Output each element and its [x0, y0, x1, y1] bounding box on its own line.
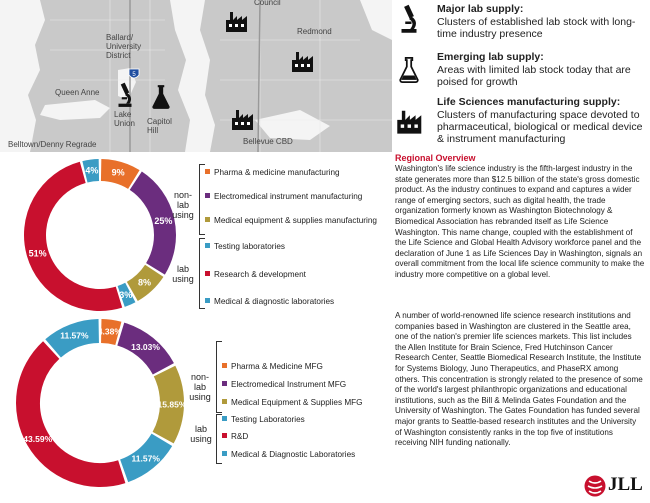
factory-icon	[395, 108, 427, 134]
chart1-label-2: 8%	[137, 277, 152, 288]
donut-chart-1	[0, 158, 200, 318]
chart2-category-medical-equipment: Medical Equipment & Supplies MFG	[222, 398, 363, 407]
svg-text:5: 5	[132, 72, 136, 78]
chart1-brace-nonlab	[199, 164, 205, 235]
chart1-group-lab: lab using	[172, 264, 194, 284]
overview-paragraph-2: A number of world-renowned life science research institutions and companies based in Washington are clustered in the Seattle area, one of the nation's premier life sciences markets. This list includes the Allen Institute for Brain Science, Fred Hutchinson Cancer Research Center, Seattle Biomedical Research Institute, the Institute for Systems Biology, Juno Therapeutics, and PhaseRX among others. This concentration is strongly related to the presence of some of the world's largest philanthropic organizations and educational institutions, such as the Bill & Melinda Gates Foundation and the University of Washington. The Gates Foundation has funded several major grants to Seattle-based research institutes and the University of Washington consistently ranks in the top five of institutions receiving NIH funding nationally.	[395, 311, 643, 448]
legend-desc-manufacturing: Clusters of manufacturing space devoted to pharmaceutical, biological or medical device & instrument manufacturing	[437, 109, 643, 145]
map-factory-icon-redmond	[290, 50, 318, 72]
overview-paragraph-1: Washington's life science industry is the fifth-largest industry in the state generates more than $12.5 billion of the state's gross domestic product. As the industry continues to expand and captures a wider range of emerging sectors, such as digital health, the trade organization formerly known as Washington Biotechnology & Biomedical Association has rebranded itself as Life Science Washington. This name change, coupled with the establishment of the Life Science and Global Health Advisory workforce panel and the declaration of June 1 as Life Sciences Day in Washington, signals an overall commitment from the local life science community to make the industry more competitive on a global level.	[395, 164, 645, 279]
legend-title-emerging: Emerging lab supply:	[437, 51, 544, 63]
chart1-category-diagnostic: Medical & diagnostic laboratories	[205, 297, 334, 306]
map-label-lake-union: Lake Union	[114, 110, 135, 128]
map-factory-icon-bellevue	[230, 108, 258, 130]
map-label-bellevue: Bellevue CBD	[243, 137, 293, 146]
map-label-council: Council	[254, 0, 281, 7]
highway-shield-icon	[128, 68, 140, 81]
chart2-category-rd: R&D	[222, 432, 248, 441]
chart2-group-lab: lab using	[190, 424, 212, 444]
chart1-category-pharma: Pharma & medicine manufacturing	[205, 168, 340, 177]
chart2-label-0: 4.38%	[97, 326, 122, 337]
chart2-label-5: 11.57%	[60, 330, 89, 341]
chart1-slice-4	[35, 172, 119, 300]
map-label-queen-anne: Queen Anne	[55, 88, 100, 97]
chart2-label-1: 13.03%	[131, 342, 160, 353]
chart1-category-medical-equipment: Medical equipment & supplies manufacturing	[205, 216, 377, 225]
chart2-category-pharma: Pharma & Medicine MFG	[222, 362, 323, 371]
microscope-icon	[396, 4, 422, 34]
jll-logo-text: JLL	[608, 474, 643, 495]
chart1-label-5: 4%	[85, 165, 99, 176]
chart2-category-diagnostic: Medical & Diagnostic Laboratories	[222, 450, 355, 459]
legend-title-major: Major lab supply:	[437, 3, 524, 15]
chart1-category-testing: Testing laboratories	[205, 242, 285, 251]
chart1-category-electromedical: Electromedical instrument manufacturing	[205, 192, 362, 201]
map-flask-icon	[150, 84, 172, 110]
chart1-category-rd: Research & development	[205, 270, 306, 279]
chart1-label-4: 51%	[28, 248, 47, 259]
chart1-label-0: 9%	[111, 167, 125, 178]
regional-overview-title: Regional Overview	[395, 153, 476, 163]
chart2-brace-nonlab	[216, 341, 222, 413]
chart1-label-3: 3%	[119, 289, 133, 300]
chart2-category-testing: Testing Laboratories	[222, 415, 305, 424]
map-microscope-icon	[114, 82, 136, 108]
chart1-label-1: 25%	[154, 215, 173, 226]
legend-title-manufacturing: Life Sciences manufacturing supply:	[437, 96, 621, 108]
chart2-slice-4	[28, 350, 122, 475]
chart1-brace-lab	[199, 238, 205, 309]
chart2-label-3: 11.57%	[131, 453, 160, 464]
legend-desc-major: Clusters of established lab stock with long-time industry presence	[437, 16, 636, 40]
chart2-category-electromedical: Electromedical Instrument MFG	[222, 380, 346, 389]
chart2-group-nonlab: non-lab using	[189, 372, 211, 402]
jll-logo-icon	[584, 474, 606, 498]
map-label-redmond: Redmond	[297, 27, 332, 36]
donut-chart-2	[0, 318, 220, 498]
chart2-brace-lab	[216, 414, 222, 464]
flask-icon	[398, 56, 420, 84]
legend-desc-emerging: Areas with limited lab stock today that are poised for growth	[437, 64, 631, 88]
chart2-label-4: 43.59%	[23, 434, 53, 445]
chart1-group-nonlab: non-lab using	[172, 190, 194, 220]
seattle-map	[0, 0, 392, 152]
map-label-capitol-hill: Capitol Hill	[147, 117, 172, 135]
chart2-label-2: 15.85%	[157, 399, 187, 410]
map-label-ballard: Ballard/ University District	[106, 33, 142, 60]
map-factory-icon	[224, 10, 252, 32]
map-label-belltown: Belltown/Denny Regrade	[8, 140, 97, 149]
